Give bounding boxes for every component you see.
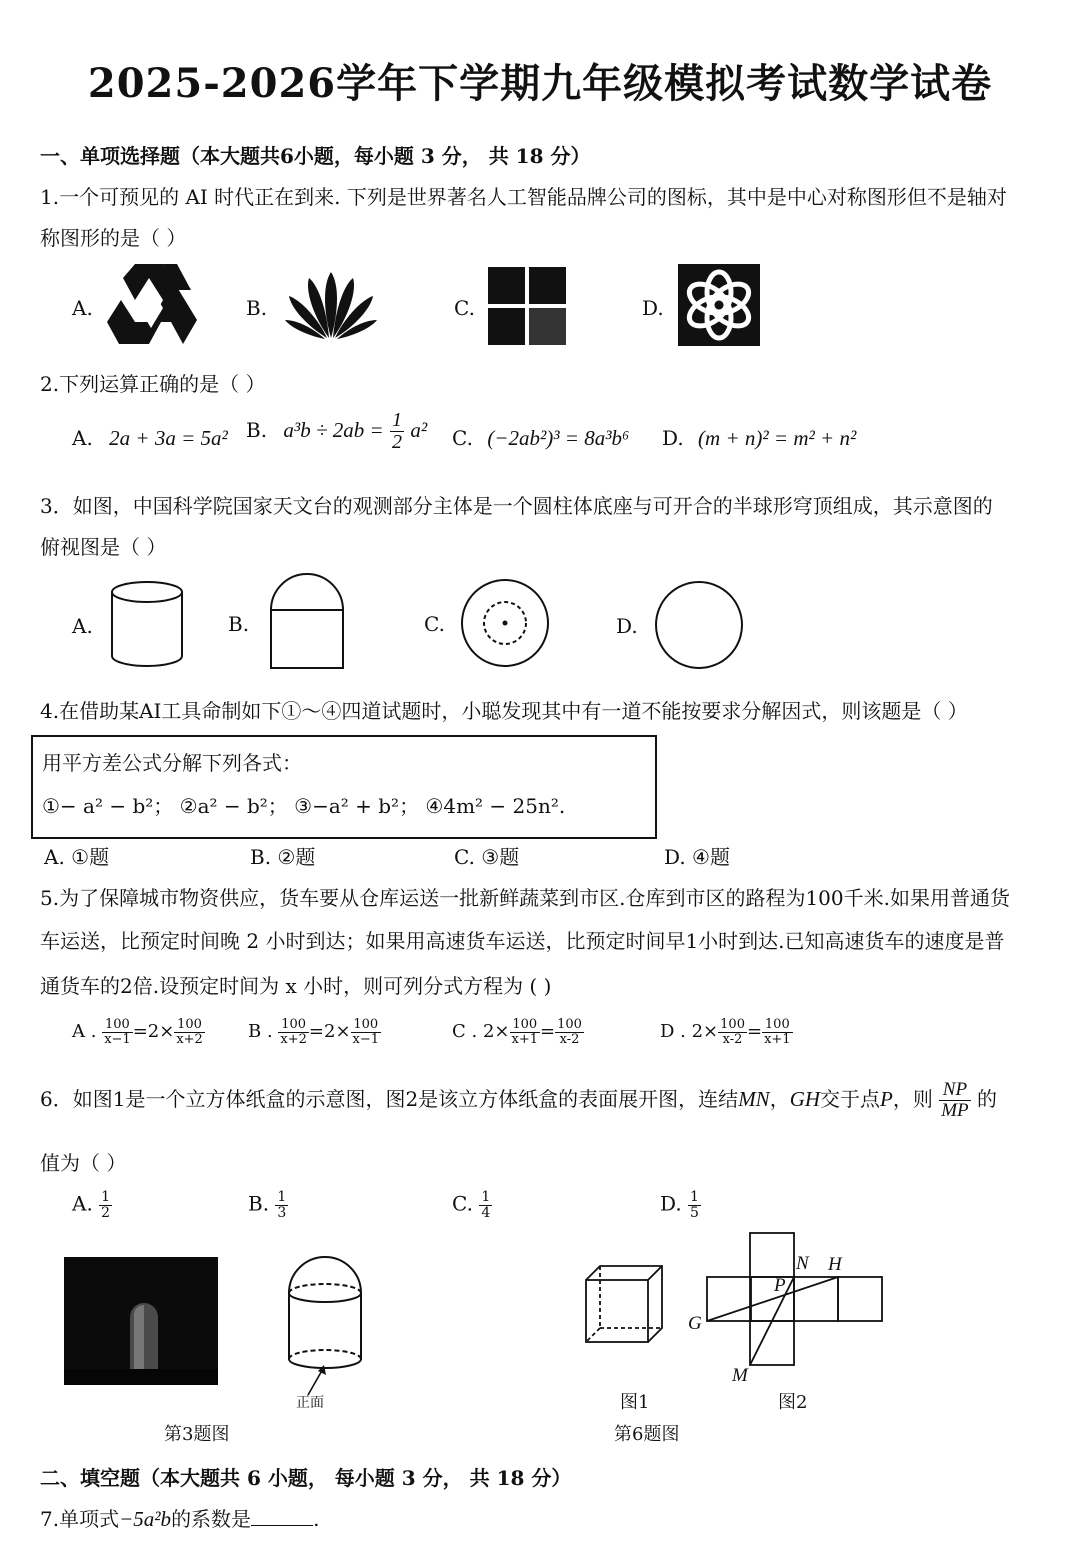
concentric-circles-icon [460, 578, 550, 668]
q5-a-num2: 100 [174, 1018, 205, 1033]
q2-d-label: D. [662, 426, 684, 450]
dome-cylinder-diagram [286, 1255, 364, 1375]
q6-stem-line1 [40, 1080, 997, 1121]
q5-c-frac1 [510, 1018, 541, 1046]
q4-stem: 4.在借助某AI工具命制如下①～④四道试题时，小聪发现其中有一道不能按要求分解因式，则该题是（ ） [40, 699, 968, 723]
circle-icon [654, 580, 744, 670]
q6-a-frac [99, 1190, 112, 1220]
q6-c-den: 4 [481, 1204, 491, 1221]
point-m-label: M [732, 1365, 748, 1386]
q5-stem-line3: 通货车的2倍.设预定时间为 x 小时，则可列分式方程为 ( ) [40, 974, 552, 998]
q5-d-frac2 [762, 1018, 793, 1046]
q6-tail: 的 [977, 1086, 998, 1111]
q6-frac-num: NP [939, 1080, 970, 1101]
q7-pre: 7.单项式 [40, 1507, 120, 1531]
q5-a-den2: x+2 [176, 1031, 203, 1047]
point-g-label: G [688, 1313, 702, 1334]
q2-b-right: a² [410, 418, 428, 442]
q6-option-b [248, 1190, 288, 1220]
q6-a-num: 1 [101, 1189, 111, 1205]
q6-d-frac [688, 1190, 701, 1220]
q1-option-c-label: C. [454, 296, 475, 320]
q6-option-a [72, 1190, 112, 1220]
page-title: 2025-2026学年下学期九年级模拟考试数学试卷 [87, 60, 993, 107]
q4-option-b: B. ②题 [250, 845, 316, 869]
q6-b-den: 3 [277, 1204, 287, 1221]
q7-expr: −5a²b [119, 1507, 172, 1531]
q6-option-c [452, 1190, 492, 1220]
q5-d-den2: x+1 [764, 1031, 791, 1047]
q2-option-a [72, 426, 228, 451]
q5-c-den1: x+1 [511, 1031, 538, 1047]
q5-c-den2: x-2 [559, 1031, 580, 1047]
point-p-label: P [774, 1275, 786, 1296]
q5-b-den2: x−1 [352, 1031, 380, 1047]
q4-option-c: C. ③题 [454, 845, 520, 869]
q3-option-c-label: C. [424, 612, 445, 636]
q3-stem-line1: 3．如图，中国科学院国家天文台的观测部分主体是一个圆柱体底座与可开合的半球形穹顶组成，其示意图的 [40, 494, 993, 518]
q5-d-mid: = [746, 1021, 763, 1043]
q5-b-mid: =2× [308, 1021, 351, 1043]
knot-logo-d-icon [678, 264, 760, 346]
q5-b-num1: 100 [278, 1018, 309, 1033]
q6-d-den: 5 [690, 1204, 699, 1221]
fig3-caption: 第3题图 [164, 1424, 230, 1445]
fig6-caption: 第6题图 [614, 1424, 680, 1445]
q2-b-fraction [390, 410, 404, 453]
q2-b-denominator: 2 [392, 431, 403, 453]
q6-text2: 交于点 [820, 1086, 881, 1111]
q4-box-line2: ①− a² − b²； ②a² − b²； ③−a² + b²； ④4m² − 25n². [42, 794, 566, 818]
q5-d-den1: x-2 [722, 1031, 743, 1047]
q6-stem-line2: 值为（ ） [40, 1151, 127, 1175]
q5-stem-line2: 车运送，比预定时间晚 2 小时到达；如果用高速货车运送，比预定时间早1小时到达.已知高速货车的速度是普 [40, 929, 1005, 953]
q6-d-num: 1 [690, 1189, 699, 1205]
four-squares-logo-c-icon [488, 267, 566, 345]
front-view-label: 正面 [296, 1395, 324, 1411]
q1-stem-line2: 称图形的是（ ） [40, 226, 187, 250]
q5-d-pre: 2× [691, 1021, 719, 1043]
q2-a-label: A. [72, 426, 93, 450]
point-h-label: H [828, 1254, 842, 1275]
q5-c-mid: = [540, 1021, 556, 1043]
fig2-label: 图2 [778, 1392, 808, 1413]
q1-stem-line1: 1.一个可预见的 AI 时代正在到来. 下列是世界著名人工智能品牌公司的图标，其中是中心对称图形但不是轴对 [40, 185, 1007, 209]
cube-diagram [584, 1264, 666, 1346]
q3-option-b-label: B. [228, 612, 250, 636]
q2-option-c [452, 426, 629, 451]
q6-c-frac [479, 1190, 492, 1220]
q6-gh: GH [789, 1086, 821, 1111]
q7-post: 的系数是 [171, 1507, 252, 1531]
q1-option-d-label: D. [642, 296, 664, 320]
q6-option-d [660, 1190, 701, 1220]
q5-option-b [248, 1018, 381, 1046]
q4-option-d: D. ④题 [664, 845, 730, 869]
q3-option-a-label: A. [72, 614, 93, 638]
q2-option-b [246, 410, 427, 453]
q5-a-frac2 [174, 1018, 205, 1046]
q6-frac-den: MP [941, 1099, 969, 1121]
q5-stem-line1: 5.为了保障城市物资供应，货车要从仓库运送一批新鲜蔬菜到市区.仓库到市区的路程为100千米.如果用普通货 [40, 886, 1010, 910]
q6-b-frac [275, 1190, 288, 1220]
section-two-heading: 二、填空题（本大题共 6 小题， 每小题 3 分， 共 18 分） [40, 1466, 572, 1490]
q5-b-label: B . [248, 1021, 273, 1043]
q5-b-frac2 [351, 1018, 382, 1046]
q6-a-den: 2 [101, 1204, 111, 1221]
q6-d-label: D. [660, 1191, 682, 1216]
q5-a-frac1 [102, 1018, 133, 1046]
q2-d-expr: (m + n)² = m² + n² [698, 426, 857, 450]
q2-stem: 2.下列运算正确的是（ ） [40, 372, 266, 396]
q5-b-den1: x+2 [280, 1031, 307, 1047]
q2-c-label: C. [452, 426, 473, 450]
fig1-label: 图1 [620, 1392, 650, 1413]
cube-net-diagram [706, 1232, 882, 1366]
q5-c-num1: 100 [510, 1018, 541, 1033]
q5-a-den1: x−1 [104, 1031, 131, 1047]
q4-option-a: A. ①题 [44, 845, 110, 869]
q6-comma: ， [769, 1086, 790, 1111]
q7-answer-blank[interactable] [251, 1525, 313, 1526]
q7-end: . [313, 1507, 320, 1531]
q6-c-label: C. [452, 1191, 473, 1216]
cylinder-icon [110, 580, 184, 668]
q1-option-a-label: A. [72, 296, 93, 320]
q5-d-num1: 100 [720, 1017, 745, 1032]
q5-c-num2: 100 [557, 1017, 582, 1032]
q4-box-line1: 用平方差公式分解下列各式： [42, 751, 302, 775]
q5-d-num2: 100 [762, 1018, 793, 1033]
q6-mn: MN [738, 1086, 770, 1111]
q6-a-label: A. [72, 1191, 93, 1216]
q5-c-pre: 2× [482, 1021, 510, 1043]
q5-option-c [452, 1018, 584, 1046]
q6-p: P [880, 1086, 893, 1111]
dome-front-view-icon [270, 574, 344, 670]
q5-a-mid: =2× [132, 1021, 175, 1043]
q1-option-b-label: B. [246, 296, 268, 320]
q5-a-num1: 100 [102, 1018, 133, 1033]
q5-d-frac1 [718, 1018, 747, 1046]
q5-d-label: D . [660, 1021, 686, 1043]
q6-b-num: 1 [277, 1189, 287, 1205]
q3-option-d-label: D. [616, 614, 638, 638]
q2-b-label: B. [246, 418, 268, 442]
q5-b-frac1 [278, 1018, 309, 1046]
logo-a-icon [105, 260, 200, 352]
q6-text1: 6．如图1是一个立方体纸盒的示意图，图2是该立方体纸盒的表面展开图，连结 [40, 1086, 739, 1111]
flower-logo-b-icon [283, 270, 379, 340]
q5-option-a [72, 1018, 205, 1046]
section-one-heading: 一、单项选择题（本大题共6小题，每小题 3 分， 共 18 分） [40, 144, 591, 168]
point-n-label: N [796, 1253, 809, 1274]
q7-stem [40, 1503, 319, 1532]
q5-a-label: A . [72, 1021, 97, 1043]
q5-c-label: C . [452, 1021, 478, 1043]
q6-np-mp-fraction [939, 1080, 970, 1121]
q2-b-left: a³b ÷ 2ab = [283, 418, 384, 442]
q6-text3: ，则 [892, 1086, 933, 1111]
q5-b-num2: 100 [351, 1018, 382, 1033]
q6-c-num: 1 [481, 1189, 491, 1205]
q5-c-frac2 [555, 1018, 584, 1046]
q5-option-d [660, 1018, 793, 1046]
q2-a-expr: 2a + 3a = 5a² [109, 426, 228, 450]
q3-stem-line2: 俯视图是（ ） [40, 535, 167, 559]
q2-option-d [662, 426, 856, 451]
observatory-photo-image [64, 1257, 218, 1385]
q2-c-expr: (−2ab²)³ = 8a³b⁶ [487, 426, 630, 450]
q2-b-numerator: 1 [392, 409, 403, 431]
q6-b-label: B. [248, 1191, 270, 1216]
